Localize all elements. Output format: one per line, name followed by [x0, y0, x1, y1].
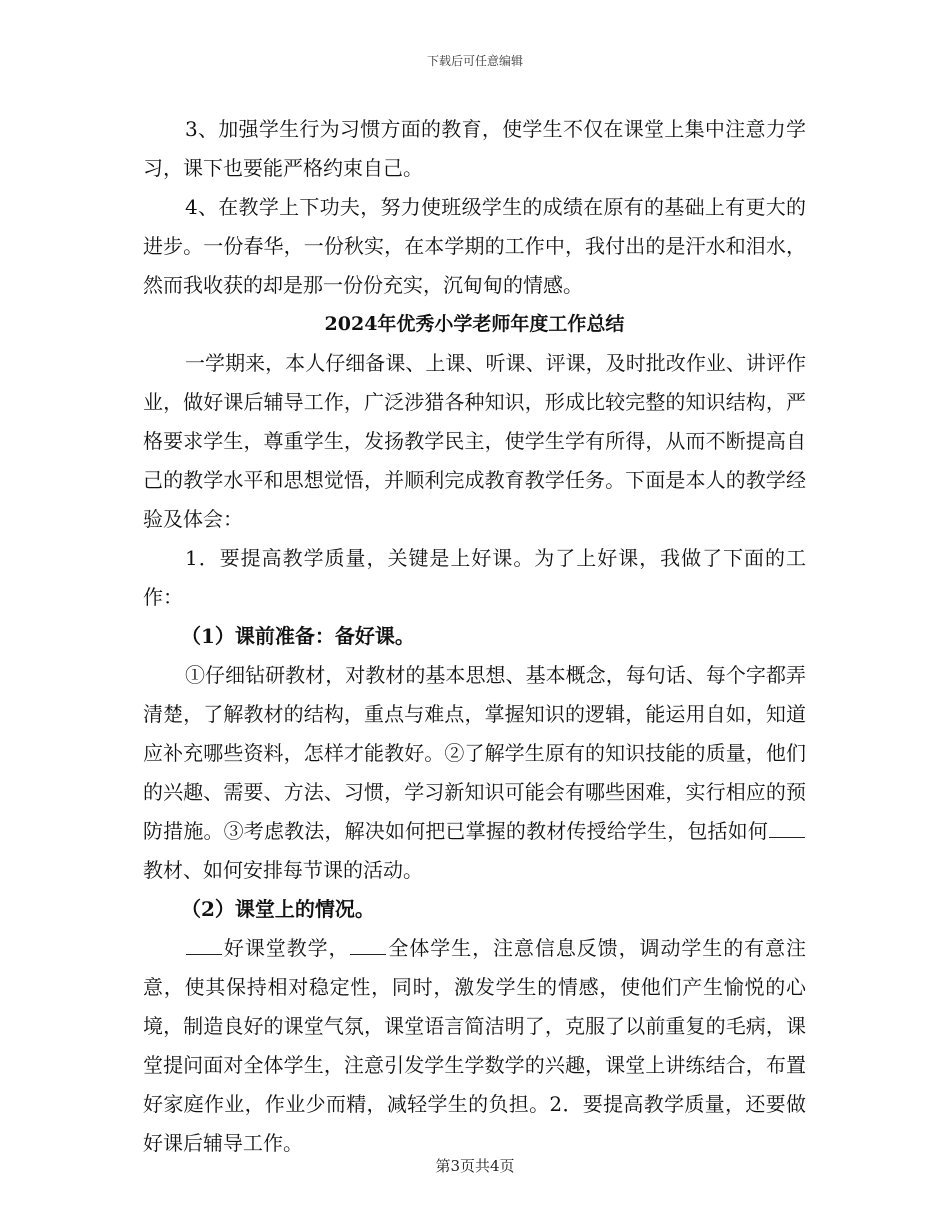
fill-blank: [186, 953, 222, 955]
paragraph-classroom-text-1: 好课堂教学，: [223, 936, 350, 960]
header-note: 下载后可任意编辑: [426, 54, 523, 68]
fill-blank: [769, 836, 805, 838]
paragraph-classroom: [143, 929, 806, 1163]
section-heading-classroom: （2）课堂上的情况。: [181, 897, 375, 921]
paragraph-preparation: [143, 656, 806, 890]
paragraph-item-4: 4、在教学上下功夫，努力使班级学生的成绩在原有的基础上有更大的进步。一份春华，一份秋实，在本学期的工作中，我付出的是汗水和泪水，然而我收获的却是那一份份充实，沉甸甸的情感。: [143, 195, 806, 297]
page-indicator: 第3页共4页: [435, 1157, 515, 1175]
paragraph-preparation-text: ①仔细钻研教材，对教材的基本思想、基本概念，每句话、每个字都弄清楚，了解教材的结构，重点与难点，掌握知识的逻辑，能运用自如，知道应补充哪些资料，怎样才能教好。②了解学生原有的知识技能的质量，他们的兴趣、需要、方法、习惯，学习新知识可能会有哪些困难，实行相应的预防措施。③考虑教法，解决如何把已掌握的教材传授给学生，包括如何: [143, 663, 806, 843]
section-heading-preparation: （1）课前准备：备好课。: [181, 624, 415, 648]
paragraph-intro: 一学期来，本人仔细备课、上课、听课、评课，及时批改作业、讲评作业，做好课后辅导工作，广泛涉猎各种知识，形成比较完整的知识结构，严格要求学生，尊重学生，发扬教学民主，使学生学有所得，从而不断提高自己的教学水平和思想觉悟，并顺利完成教育教学任务。下面是本人的教学经验及体会：: [143, 351, 806, 531]
paragraph-point-1: 1．要提高教学质量，关键是上好课。为了上好课，我做了下面的工作：: [143, 546, 806, 609]
document-body: [143, 110, 806, 1163]
paragraph-classroom-text-2: 全体学生，注意信息反馈，调动学生的有意注意，使其保持相对稳定性，同时，激发学生的情感，使他们产生愉悦的心境，制造良好的课堂气氛，课堂语言简洁明了，克服了以前重复的毛病，课堂提问面对全体学生，注意引发学生学数学的兴趣，课堂上讲练结合，布置好家庭作业，作业少而精，减轻学生的负担。2．要提高教学质量，还要做好课后辅导工作。: [143, 936, 807, 1155]
paragraph-preparation-tail: 教材、如何安排每节课的活动。: [143, 858, 423, 882]
paragraph-item-3: 3、加强学生行为习惯方面的教育，使学生不仅在课堂上集中注意力学习，课下也要能严格约束自己。: [143, 117, 806, 180]
document-title: 2024年优秀小学老师年度工作总结: [324, 313, 625, 335]
fill-blank: [350, 953, 386, 955]
